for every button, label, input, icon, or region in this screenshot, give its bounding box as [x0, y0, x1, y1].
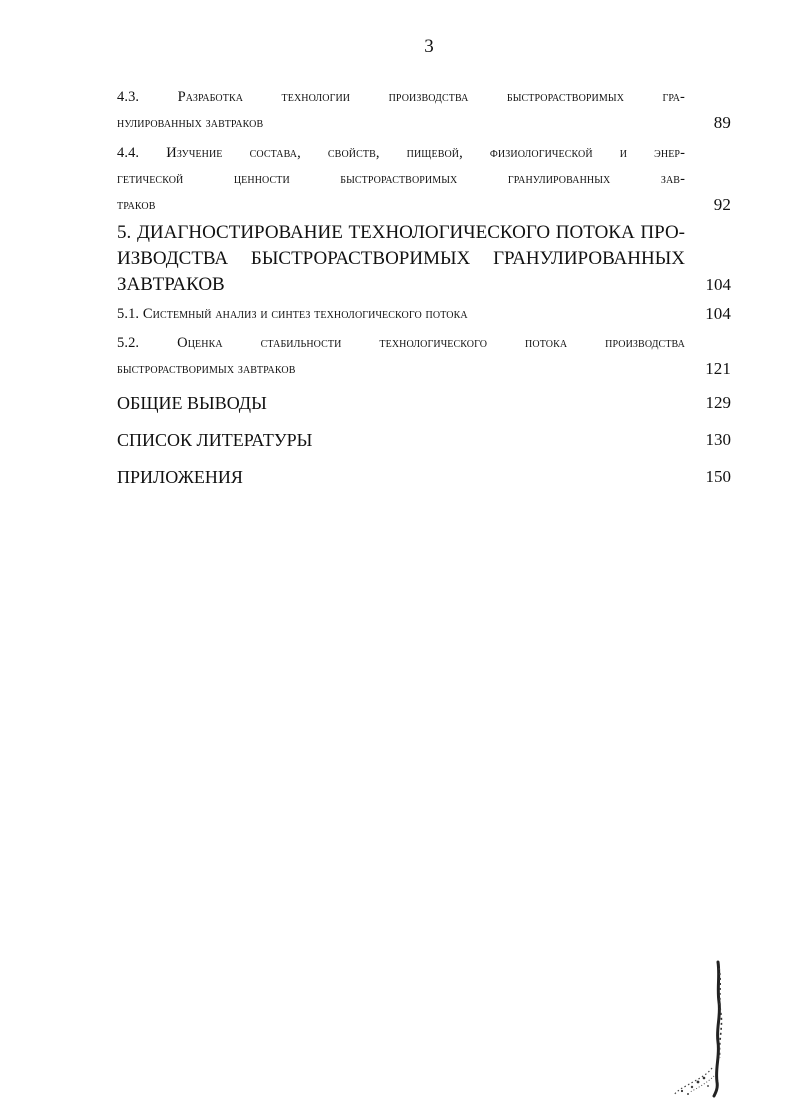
toc-page-number: 92: [713, 195, 731, 214]
toc-entry-conclusions[interactable]: [117, 390, 731, 416]
toc-page-number: 89: [713, 113, 731, 132]
toc-page-number: 104: [705, 304, 731, 323]
toc-page-number: 129: [705, 393, 731, 412]
toc-entry-title: 5.1. Системный анализ и синтез технологического потока: [117, 306, 468, 322]
page-number: 3: [424, 36, 434, 57]
toc-page-number: 150: [705, 467, 731, 486]
toc-page-number: 130: [705, 430, 731, 449]
toc-entry-title: 4.4. Изучение состава, свойств, пищевой, физиологической и энер- гетической ценности быстрорастворимых гранулированных зав- траков: [117, 145, 685, 213]
toc-entry-5[interactable]: [117, 220, 731, 298]
toc-entry-title: 5.2. Оценка стабильности технологического потока производства быстрорастворимых завтраков: [117, 335, 685, 377]
toc-page-number: 104: [705, 275, 731, 294]
toc-entry-appendices[interactable]: [117, 464, 731, 490]
toc-entry-4-3[interactable]: [117, 84, 731, 136]
toc-entry-5-2[interactable]: [117, 330, 731, 382]
table-of-contents: [117, 84, 731, 490]
toc-entry-title: СПИСОК ЛИТЕРАТУРЫ: [117, 430, 313, 450]
toc-entry-4-4[interactable]: [117, 140, 731, 218]
toc-entry-literature[interactable]: [117, 427, 731, 453]
toc-entry-title: ПРИЛОЖЕНИЯ: [117, 467, 243, 487]
handwritten-signature: [668, 958, 728, 1098]
toc-entry-title: 5. ДИАГНОСТИРОВАНИЕ ТЕХНОЛОГИЧЕСКОГО ПОТОКА ПРО- ИЗВОДСТВА БЫСТРОРАСТВОРИМЫХ ГРАНУЛИРОВАННЫХ ЗАВТРАКОВ: [117, 222, 685, 295]
toc-entry-5-1[interactable]: [117, 301, 731, 327]
toc-page-number: 121: [705, 359, 731, 378]
toc-entry-title: ОБЩИЕ ВЫВОДЫ: [117, 393, 267, 413]
toc-entry-title: 4.3. Разработка технологии производства быстрорастворимых гра- нулированных завтраков: [117, 89, 685, 131]
